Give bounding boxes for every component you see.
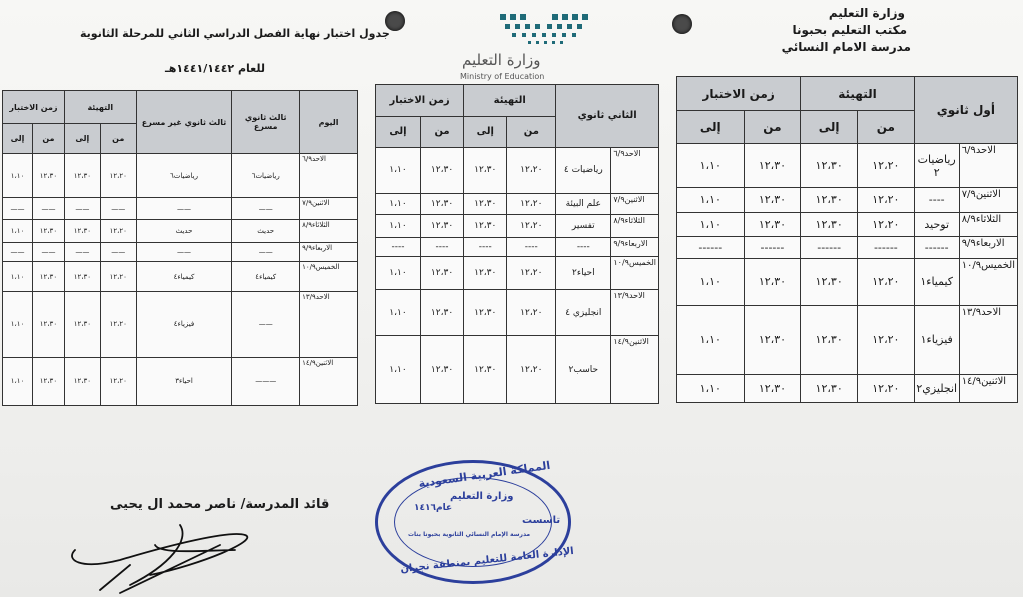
exam-from-header: من — [32, 124, 64, 154]
day-cell: الاثنين٧/٩ — [611, 193, 659, 215]
day-cell: الاحد٦/٩ — [300, 154, 358, 198]
prep-from-header: من — [858, 111, 915, 143]
subject-cell: ---- — [556, 237, 611, 256]
prep-from-cell: ---- — [507, 237, 556, 256]
exam-from-cell: ١٢،٣٠ — [420, 193, 463, 215]
prep-to-cell: ١٢،٣٠ — [801, 374, 858, 402]
day-cell: الاثنين٧/٩ — [300, 198, 358, 220]
handwritten-signature-icon — [60, 505, 310, 595]
exam-to-cell: ١،١٠ — [3, 220, 33, 243]
exam-to-cell: ١،١٠ — [677, 259, 745, 306]
prep-from-cell: ١٢،٢٠ — [507, 193, 556, 215]
header-school: مدرسة الامام النسائي — [781, 40, 911, 54]
prep-from-cell: ١٢،٢٠ — [507, 257, 556, 290]
exam-to-cell: ١،١٠ — [3, 262, 33, 291]
exam-to-cell: —— — [3, 198, 33, 220]
document-title: جدول اختبار نهاية الفصل الدراسي الثاني للمرحلة الثانوية — [80, 27, 390, 40]
exam-time-header: زمن الاختبار — [677, 77, 801, 111]
prep-from-cell: ١٢،٢٠ — [100, 262, 136, 291]
day-cell: الاحد١٣/٩ — [611, 290, 659, 336]
prep-to-header: إلى — [64, 124, 100, 154]
prep-to-cell: ١٢،٣٠ — [64, 220, 100, 243]
prep-to-header: إلى — [464, 116, 507, 147]
grade-header: أول ثانوي — [914, 77, 1017, 144]
prep-from-cell: ١٢،٢٠ — [507, 215, 556, 238]
prep-to-cell: ١٢،٣٠ — [464, 336, 507, 404]
table-row — [376, 215, 659, 238]
subject-cell: انجليزي٢ — [914, 374, 959, 402]
day-cell: الخميس١٠/٩ — [300, 262, 358, 291]
schedule-table-first-secondary — [676, 76, 1018, 403]
prep-from-header: من — [507, 116, 556, 147]
prep-from-cell: ١٢،٢٠ — [100, 291, 136, 357]
exam-time-header: زمن الاختبار — [3, 91, 65, 124]
prep-from-cell: —— — [100, 198, 136, 220]
day-header: اليوم — [300, 91, 358, 154]
subject-cell: ---- — [914, 188, 959, 212]
day-cell: الخميس١٠/٩ — [959, 259, 1017, 306]
subject-a-cell: حديث — [232, 220, 300, 243]
subject-a-cell: رياضيات٦ — [232, 154, 300, 198]
prep-from-cell: ١٢،٢٠ — [858, 143, 915, 188]
exam-from-cell: ١٢،٣٠ — [32, 220, 64, 243]
exam-from-cell: —— — [32, 243, 64, 262]
day-cell: الاحد١٣/٩ — [300, 291, 358, 357]
logo-name-ar: وزارة التعليم — [462, 51, 541, 69]
prep-from-cell: ١٢،٢٠ — [858, 374, 915, 402]
header-ministry: وزارة التعليم — [828, 6, 905, 20]
table-row — [376, 290, 659, 336]
prep-from-cell: ١٢،٢٠ — [858, 259, 915, 306]
table-row — [3, 198, 358, 220]
subject-cell: كيمياء١ — [914, 259, 959, 306]
exam-to-cell: ١،١٠ — [677, 188, 745, 212]
prep-from-cell: ١٢،٢٠ — [507, 336, 556, 404]
exam-from-cell: ١٢،٣٠ — [420, 290, 463, 336]
official-stamp — [375, 458, 575, 584]
exam-from-cell: ١٢،٣٠ — [420, 336, 463, 404]
prep-to-cell: ١٢،٣٠ — [801, 259, 858, 306]
header-office: مكتب التعليم بحبونا — [792, 23, 907, 37]
academic-year: للعام ١٤٤١/١٤٤٢هـ — [165, 62, 265, 75]
subject-cell: فيزياء١ — [914, 305, 959, 374]
prep-header: التهيئة — [801, 77, 914, 111]
stamp-year: عام١٤١٦ — [414, 503, 453, 513]
prep-from-cell: ١٢،٢٠ — [507, 147, 556, 193]
table-row — [677, 236, 1018, 258]
exam-from-cell: ١٢،٣٠ — [744, 212, 801, 236]
prep-to-cell: ١٢،٣٠ — [64, 357, 100, 405]
subject-cell: تفسير — [556, 215, 611, 238]
prep-to-cell: ١٢،٣٠ — [64, 262, 100, 291]
exam-to-cell: ١،١٠ — [677, 374, 745, 402]
exam-to-cell: ١،١٠ — [3, 357, 33, 405]
subject-a-cell: كيمياء٤ — [232, 262, 300, 291]
prep-from-header: من — [100, 124, 136, 154]
prep-to-cell: ١٢،٣٠ — [64, 291, 100, 357]
prep-to-cell: ١٢،٣٠ — [64, 154, 100, 198]
exam-from-cell: ---- — [420, 237, 463, 256]
prep-to-cell: ١٢،٣٠ — [801, 188, 858, 212]
table-row — [3, 357, 358, 405]
prep-from-cell: ١٢،٢٠ — [507, 290, 556, 336]
stamp-region: الإدارة العامة للتعليم بمنطقة نجران — [399, 545, 575, 576]
exam-to-cell: ١،١٠ — [376, 193, 421, 215]
exam-to-cell: ١،١٠ — [677, 305, 745, 374]
exam-to-cell: ١،١٠ — [376, 257, 421, 290]
exam-to-cell: ١،١٠ — [677, 143, 745, 188]
prep-to-cell: —— — [64, 198, 100, 220]
stamp-school: مدرسة الإمام النسائي الثانوية بحبونا بنات — [408, 531, 531, 538]
logo-name-en: Ministry of Education — [460, 72, 545, 81]
exam-from-cell: ١٢،٣٠ — [32, 154, 64, 198]
stamp-ministry: وزارة التعليم — [450, 491, 514, 502]
day-cell: الاثنين١٤/٩ — [611, 336, 659, 404]
table-row — [677, 305, 1018, 374]
exam-to-cell: ١،١٠ — [376, 215, 421, 238]
schedule-table-third-secondary — [2, 90, 358, 406]
prep-from-cell: ١٢،٢٠ — [858, 212, 915, 236]
prep-to-header: إلى — [801, 111, 858, 143]
principal-signature-label: قائد المدرسة/ ناصر محمد ال يحيى — [110, 497, 330, 512]
subject-b-cell: احياء٣ — [136, 357, 232, 405]
exam-to-cell: ١،١٠ — [376, 290, 421, 336]
prep-to-cell: ١٢،٣٠ — [464, 257, 507, 290]
subject-cell: احياء٢ — [556, 257, 611, 290]
subject-cell: رياضيات ٢ — [914, 143, 959, 188]
prep-to-cell: —— — [64, 243, 100, 262]
day-cell: الثلاثاء٨/٩ — [300, 220, 358, 243]
prep-to-cell: ١٢،٣٠ — [801, 305, 858, 374]
subject-cell: حاسب٢ — [556, 336, 611, 404]
subject-cell: رياضيات ٤ — [556, 147, 611, 193]
exam-to-cell: —— — [3, 243, 33, 262]
prep-from-cell: —— — [100, 243, 136, 262]
day-cell: الاحد٦/٩ — [959, 143, 1017, 188]
exam-to-header: إلى — [3, 124, 33, 154]
prep-to-cell: ١٢،٣٠ — [464, 290, 507, 336]
subject-cell: انجليزي ٤ — [556, 290, 611, 336]
prep-from-cell: ------ — [858, 236, 915, 258]
subject-cell: توحيد — [914, 212, 959, 236]
exam-from-cell: ١٢،٣٠ — [744, 374, 801, 402]
exam-from-cell: ١٢،٣٠ — [32, 262, 64, 291]
subject-a-cell: —— — [232, 243, 300, 262]
exam-from-cell: ------ — [744, 236, 801, 258]
exam-from-cell: ١٢،٣٠ — [420, 147, 463, 193]
subject-b-cell: كيمياء٤ — [136, 262, 232, 291]
table-row — [677, 143, 1018, 188]
subject-b-cell: —— — [136, 198, 232, 220]
subject-a-cell: —— — [232, 291, 300, 357]
exam-from-cell: ١٢،٣٠ — [32, 357, 64, 405]
exam-from-cell: ١٢،٣٠ — [32, 291, 64, 357]
exam-to-header: إلى — [376, 116, 421, 147]
table-row — [3, 220, 358, 243]
table-row — [376, 257, 659, 290]
day-cell: الاربعاء٩/٩ — [959, 236, 1017, 258]
table-row — [677, 212, 1018, 236]
exam-to-cell: ١،١٠ — [677, 212, 745, 236]
table-row — [376, 193, 659, 215]
subject-b-cell: رياضيات٦ — [136, 154, 232, 198]
prep-header: التهيئة — [64, 91, 136, 124]
exam-to-cell: ---- — [376, 237, 421, 256]
subject-b-cell: فيزياء٤ — [136, 291, 232, 357]
stamp-founded: تاسست — [522, 515, 561, 526]
prep-to-cell: ١٢،٣٠ — [801, 212, 858, 236]
grade-a-header: ثالث ثانوي مسرع — [232, 91, 300, 154]
table-row — [3, 243, 358, 262]
exam-to-cell: ١،١٠ — [3, 154, 33, 198]
table-row — [3, 262, 358, 291]
prep-from-cell: ١٢،٢٠ — [858, 305, 915, 374]
exam-from-cell: ١٢،٣٠ — [744, 259, 801, 306]
prep-to-cell: ١٢،٣٠ — [464, 193, 507, 215]
day-cell: الثلاثاء٨/٩ — [959, 212, 1017, 236]
day-cell: الاربعاء٩/٩ — [300, 243, 358, 262]
prep-to-cell: ---- — [464, 237, 507, 256]
day-cell: الاحد٦/٩ — [611, 147, 659, 193]
day-cell: الثلاثاء٨/٩ — [611, 215, 659, 238]
exam-from-header: من — [744, 111, 801, 143]
prep-to-cell: ١٢،٣٠ — [801, 143, 858, 188]
day-cell: الاثنين١٤/٩ — [300, 357, 358, 405]
prep-from-cell: ١٢،٢٠ — [100, 220, 136, 243]
table-row — [376, 147, 659, 193]
exam-to-cell: ١،١٠ — [376, 147, 421, 193]
prep-from-cell: ١٢،٢٠ — [100, 357, 136, 405]
prep-header: التهيئة — [464, 85, 556, 117]
day-cell: الاربعاء٩/٩ — [611, 237, 659, 256]
prep-to-cell: ١٢،٣٠ — [464, 147, 507, 193]
day-cell: الخميس١٠/٩ — [611, 257, 659, 290]
exam-from-cell: —— — [32, 198, 64, 220]
exam-from-cell: ١٢،٣٠ — [420, 215, 463, 238]
subject-b-cell: حديث — [136, 220, 232, 243]
table-row — [3, 291, 358, 357]
table-row — [3, 154, 358, 198]
table-row — [376, 336, 659, 404]
prep-to-cell: ١٢،٣٠ — [464, 215, 507, 238]
exam-time-header: زمن الاختبار — [376, 85, 464, 117]
exam-to-header: إلى — [677, 111, 745, 143]
table-row — [677, 259, 1018, 306]
prep-from-cell: ١٢،٢٠ — [100, 154, 136, 198]
punch-hole-right — [672, 14, 692, 34]
table-row — [677, 374, 1018, 402]
day-cell: الاثنين٧/٩ — [959, 188, 1017, 212]
exam-from-cell: ١٢،٣٠ — [744, 188, 801, 212]
subject-cell: ------ — [914, 236, 959, 258]
stamp-kingdom: المملكة العربية السعودية — [417, 458, 552, 491]
exam-from-cell: ١٢،٣٠ — [420, 257, 463, 290]
exam-from-header: من — [420, 116, 463, 147]
exam-to-cell: ١،١٠ — [3, 291, 33, 357]
table-row — [376, 237, 659, 256]
subject-b-cell: —— — [136, 243, 232, 262]
ministry-logo-icon — [498, 12, 594, 46]
day-cell: الاحد١٣/٩ — [959, 305, 1017, 374]
exam-from-cell: ١٢،٣٠ — [744, 305, 801, 374]
grade-header: الثاني ثانوي — [556, 85, 659, 148]
table-row — [677, 188, 1018, 212]
exam-from-cell: ١٢،٣٠ — [744, 143, 801, 188]
subject-a-cell: —— — [232, 198, 300, 220]
exam-to-cell: ------ — [677, 236, 745, 258]
subject-cell: علم البيئة — [556, 193, 611, 215]
exam-to-cell: ١،١٠ — [376, 336, 421, 404]
prep-from-cell: ١٢،٢٠ — [858, 188, 915, 212]
prep-to-cell: ------ — [801, 236, 858, 258]
schedule-table-second-secondary — [375, 84, 659, 404]
subject-a-cell: ——— — [232, 357, 300, 405]
grade-b-header: ثالث ثانوي غير مسرع — [136, 91, 232, 154]
day-cell: الاثنين١٤/٩ — [959, 374, 1017, 402]
